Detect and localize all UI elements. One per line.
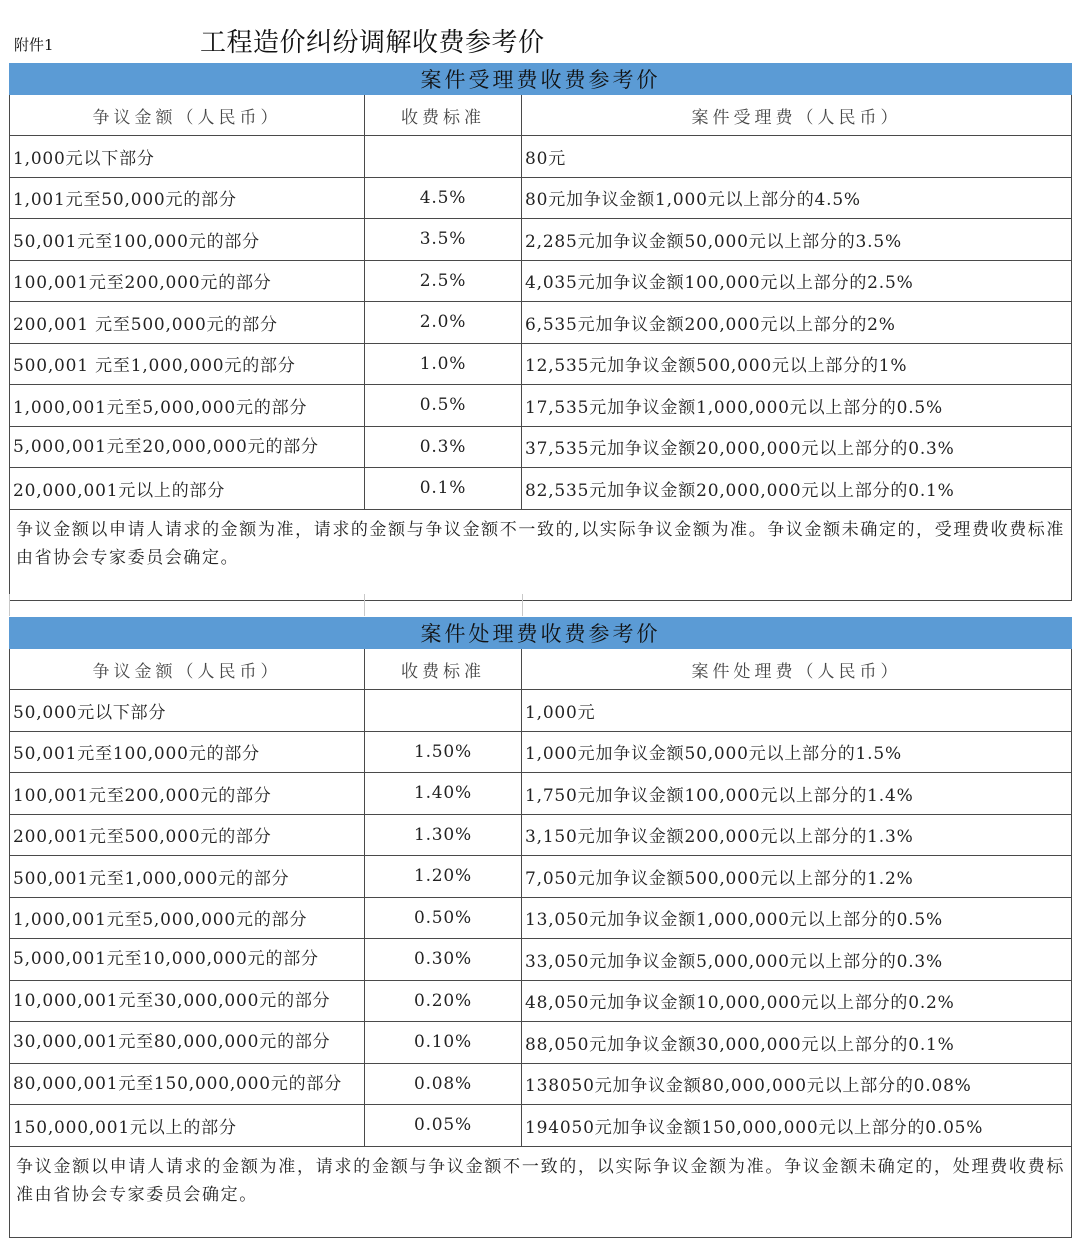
table-row: [10, 177, 1072, 219]
table-row: [10, 897, 1072, 939]
amount-range-cell: 1,001元至50,000元的部分: [10, 177, 365, 219]
column-header-amount: 争议金额（人民币）: [10, 649, 365, 690]
document-title: 工程造价纠纷调解收费参考价: [200, 28, 545, 58]
table-row: [10, 260, 1072, 302]
table-row: [10, 856, 1072, 898]
amount-range-cell: 50,001元至100,000元的部分: [10, 219, 365, 261]
fee-formula-cell: 80元加争议金额1,000元以上部分的4.5%: [522, 177, 1072, 219]
table-row: [10, 731, 1072, 773]
rate-cell: [365, 690, 522, 732]
fee-formula-cell: 1,000元: [522, 690, 1072, 732]
rate-cell: 1.40%: [365, 773, 522, 815]
column-header-rate: 收费标准: [365, 95, 522, 136]
table-row: [10, 690, 1072, 732]
column-header-fee: 案件处理费（人民币）: [522, 649, 1072, 690]
table-header-row: [10, 95, 1072, 136]
amount-range-cell: 500,001 元至1,000,000元的部分: [10, 343, 365, 385]
rate-cell: 0.08%: [365, 1063, 522, 1105]
amount-range-cell: 100,001元至200,000元的部分: [10, 260, 365, 302]
attachment-label: 附件1: [14, 36, 54, 54]
table-row: [10, 302, 1072, 344]
amount-range-cell: 5,000,001元至20,000,000元的部分: [10, 426, 365, 468]
fee-formula-cell: 12,535元加争议金额500,000元以上部分的1%: [522, 343, 1072, 385]
rate-cell: 0.10%: [365, 1022, 522, 1064]
table-row: [10, 980, 1072, 1022]
table-row: [10, 1063, 1072, 1105]
rate-cell: 1.30%: [365, 814, 522, 856]
table-row: [10, 343, 1072, 385]
amount-range-cell: 5,000,001元至10,000,000元的部分: [10, 939, 365, 981]
table-row: [10, 426, 1072, 468]
column-header-rate: 收费标准: [365, 649, 522, 690]
amount-range-cell: 20,000,001元以上的部分: [10, 468, 365, 510]
column-header-fee: 案件受理费（人民币）: [522, 95, 1072, 136]
processing-fee-table: [9, 617, 1072, 1238]
fee-formula-cell: 13,050元加争议金额1,000,000元以上部分的0.5%: [522, 897, 1072, 939]
amount-range-cell: 50,001元至100,000元的部分: [10, 731, 365, 773]
amount-range-cell: 100,001元至200,000元的部分: [10, 773, 365, 815]
table-header-row: [10, 649, 1072, 690]
amount-range-cell: 1,000,001元至5,000,000元的部分: [10, 897, 365, 939]
fee-formula-cell: 4,035元加争议金额100,000元以上部分的2.5%: [522, 260, 1072, 302]
spacer-row: [9, 594, 1071, 616]
amount-range-cell: 1,000元以下部分: [10, 136, 365, 178]
amount-range-cell: 200,001元至500,000元的部分: [10, 814, 365, 856]
fee-formula-cell: 80元: [522, 136, 1072, 178]
rate-cell: 0.30%: [365, 939, 522, 981]
column-header-amount: 争议金额（人民币）: [10, 95, 365, 136]
fee-formula-cell: 48,050元加争议金额10,000,000元以上部分的0.2%: [522, 980, 1072, 1022]
rate-cell: 3.5%: [365, 219, 522, 261]
rate-cell: 2.5%: [365, 260, 522, 302]
rate-cell: 0.05%: [365, 1105, 522, 1147]
rate-cell: 0.5%: [365, 385, 522, 427]
fee-formula-cell: 33,050元加争议金额5,000,000元以上部分的0.3%: [522, 939, 1072, 981]
table-row: [10, 468, 1072, 510]
rate-cell: 0.20%: [365, 980, 522, 1022]
table-row: [10, 1022, 1072, 1064]
footnote: 争议金额以申请人请求的金额为准，请求的金额与争议金额不一致的，以实际争议金额为准。争议金额未确定的，处理费收费标准由省协会专家委员会确定。: [10, 1146, 1072, 1237]
table-row: [10, 385, 1072, 427]
processing-fee-banner: 案件处理费收费参考价: [10, 618, 1072, 649]
fee-formula-cell: 7,050元加争议金额500,000元以上部分的1.2%: [522, 856, 1072, 898]
rate-cell: [365, 136, 522, 178]
fee-formula-cell: 6,535元加争议金额200,000元以上部分的2%: [522, 302, 1072, 344]
amount-range-cell: 30,000,001元至80,000,000元的部分: [10, 1022, 365, 1064]
amount-range-cell: 150,000,001元以上的部分: [10, 1105, 365, 1147]
rate-cell: 1.0%: [365, 343, 522, 385]
amount-range-cell: 500,001元至1,000,000元的部分: [10, 856, 365, 898]
amount-range-cell: 10,000,001元至30,000,000元的部分: [10, 980, 365, 1022]
table-row: [10, 773, 1072, 815]
rate-cell: 0.3%: [365, 426, 522, 468]
rate-cell: 2.0%: [365, 302, 522, 344]
fee-formula-cell: 82,535元加争议金额20,000,000元以上部分的0.1%: [522, 468, 1072, 510]
fee-formula-cell: 37,535元加争议金额20,000,000元以上部分的0.3%: [522, 426, 1072, 468]
fee-formula-cell: 1,750元加争议金额100,000元以上部分的1.4%: [522, 773, 1072, 815]
fee-formula-cell: 1,000元加争议金额50,000元以上部分的1.5%: [522, 731, 1072, 773]
fee-formula-cell: 2,285元加争议金额50,000元以上部分的3.5%: [522, 219, 1072, 261]
rate-cell: 4.5%: [365, 177, 522, 219]
fee-formula-cell: 3,150元加争议金额200,000元以上部分的1.3%: [522, 814, 1072, 856]
footnote: 争议金额以申请人请求的金额为准，请求的金额与争议金额不一致的,以实际争议金额为准。争议金额未确定的，受理费收费标准由省协会专家委员会确定。: [10, 509, 1072, 600]
fee-formula-cell: 194050元加争议金额150,000,000元以上部分的0.05%: [522, 1105, 1072, 1147]
acceptance-fee-banner: 案件受理费收费参考价: [10, 64, 1072, 95]
table-row: [10, 814, 1072, 856]
fee-formula-cell: 17,535元加争议金额1,000,000元以上部分的0.5%: [522, 385, 1072, 427]
amount-range-cell: 80,000,001元至150,000,000元的部分: [10, 1063, 365, 1105]
amount-range-cell: 1,000,001元至5,000,000元的部分: [10, 385, 365, 427]
rate-cell: 0.1%: [365, 468, 522, 510]
rate-cell: 1.20%: [365, 856, 522, 898]
rate-cell: 1.50%: [365, 731, 522, 773]
table-row: [10, 1105, 1072, 1147]
table-row: [10, 939, 1072, 981]
amount-range-cell: 200,001 元至500,000元的部分: [10, 302, 365, 344]
fee-formula-cell: 88,050元加争议金额30,000,000元以上部分的0.1%: [522, 1022, 1072, 1064]
acceptance-fee-table: [9, 63, 1072, 601]
amount-range-cell: 50,000元以下部分: [10, 690, 365, 732]
fee-formula-cell: 138050元加争议金额80,000,000元以上部分的0.08%: [522, 1063, 1072, 1105]
rate-cell: 0.50%: [365, 897, 522, 939]
table-row: [10, 136, 1072, 178]
table-row: [10, 219, 1072, 261]
